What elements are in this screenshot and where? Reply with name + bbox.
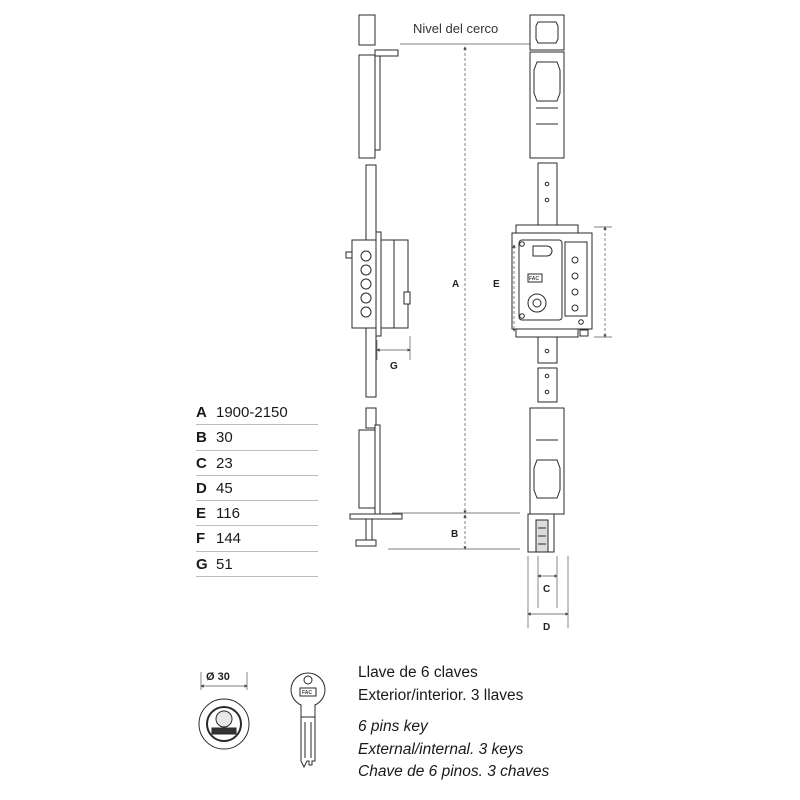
dimension-row — [196, 552, 318, 577]
front-lower-strip — [538, 368, 557, 402]
dimension-row — [196, 476, 318, 501]
dimension-key: E — [196, 505, 207, 523]
key-illustration — [291, 673, 325, 767]
key-note-es-2: Exterior/interior. 3 llaves — [358, 686, 524, 704]
front-bolt-2 — [572, 273, 578, 279]
side-top-rod-lower — [359, 55, 375, 158]
side-view — [346, 15, 410, 546]
key-description — [358, 662, 758, 784]
side-lock-flange — [376, 232, 381, 336]
dimension-value: 1900-2150 — [216, 404, 288, 421]
cylinder-front-view — [199, 672, 249, 749]
key-note-pt-1: Chave de 6 pinos. 3 chaves — [358, 763, 550, 780]
side-lock-bolt-2 — [361, 265, 371, 275]
dimension-row — [196, 400, 318, 425]
frame-level-label: Nivel del cerco — [413, 21, 499, 36]
dim-letter-c: C — [543, 584, 551, 595]
key-brand-mark: FAC — [302, 690, 312, 696]
dim-letter-b: B — [451, 529, 459, 540]
dimension-row — [196, 501, 318, 526]
front-cylinder-inner — [533, 299, 541, 307]
side-lock-bolt-5 — [361, 307, 371, 317]
dimension-value: 144 — [216, 530, 242, 548]
side-top-sleeve — [375, 56, 380, 150]
dim-letter-a: A — [452, 279, 460, 290]
front-screw-3 — [579, 320, 584, 325]
side-top-catch — [375, 50, 398, 56]
dimension-row — [196, 526, 318, 551]
dimension-key: D — [196, 479, 207, 497]
key-note-es-1: Llave de 6 claves — [358, 664, 478, 681]
side-lock-bolt-4 — [361, 293, 371, 303]
front-bolt-3 — [572, 289, 578, 295]
dimensions-table — [196, 400, 318, 577]
dimension-value: 30 — [216, 429, 233, 447]
side-foot-plate — [350, 514, 402, 519]
dim-letter-e: E — [493, 279, 500, 290]
side-lock-knob — [404, 292, 410, 304]
dimension-value: 51 — [216, 555, 233, 573]
key-note-en-1: 6 pins key — [358, 718, 428, 735]
dimension-key: F — [196, 530, 206, 548]
front-keyhole-slot — [533, 246, 552, 256]
front-view — [512, 15, 592, 552]
dim-letter-g: G — [390, 361, 398, 372]
front-screw-1 — [520, 242, 525, 247]
side-bottom-rod — [359, 430, 375, 508]
dimension-row — [196, 425, 318, 450]
cylinder-diameter-label: Ø 30 — [206, 671, 230, 683]
cylinder-keyway — [212, 728, 236, 734]
front-brand-mark: FAC — [529, 276, 539, 282]
key-note-en-2: External/internal. 3 keys — [358, 740, 524, 758]
dimension-key: A — [196, 404, 207, 421]
dimension-value: 23 — [216, 454, 233, 472]
dimension-key: G — [196, 555, 208, 573]
front-bolt-1 — [572, 257, 578, 263]
dimension-value: 45 — [216, 479, 233, 497]
side-lock-bolt-1 — [361, 251, 371, 261]
dim-letter-d: D — [543, 622, 551, 633]
dimension-value: 116 — [216, 505, 240, 523]
key-blade — [301, 717, 315, 767]
dimension-key: C — [196, 454, 207, 472]
side-bottom-sleeve — [375, 425, 380, 515]
side-top-rod — [359, 15, 375, 45]
dimension-row — [196, 451, 318, 476]
side-lock-bolt-3 — [361, 279, 371, 289]
front-screw-2 — [520, 314, 525, 319]
dimension-key: B — [196, 429, 207, 447]
front-bolt-4 — [572, 305, 578, 311]
